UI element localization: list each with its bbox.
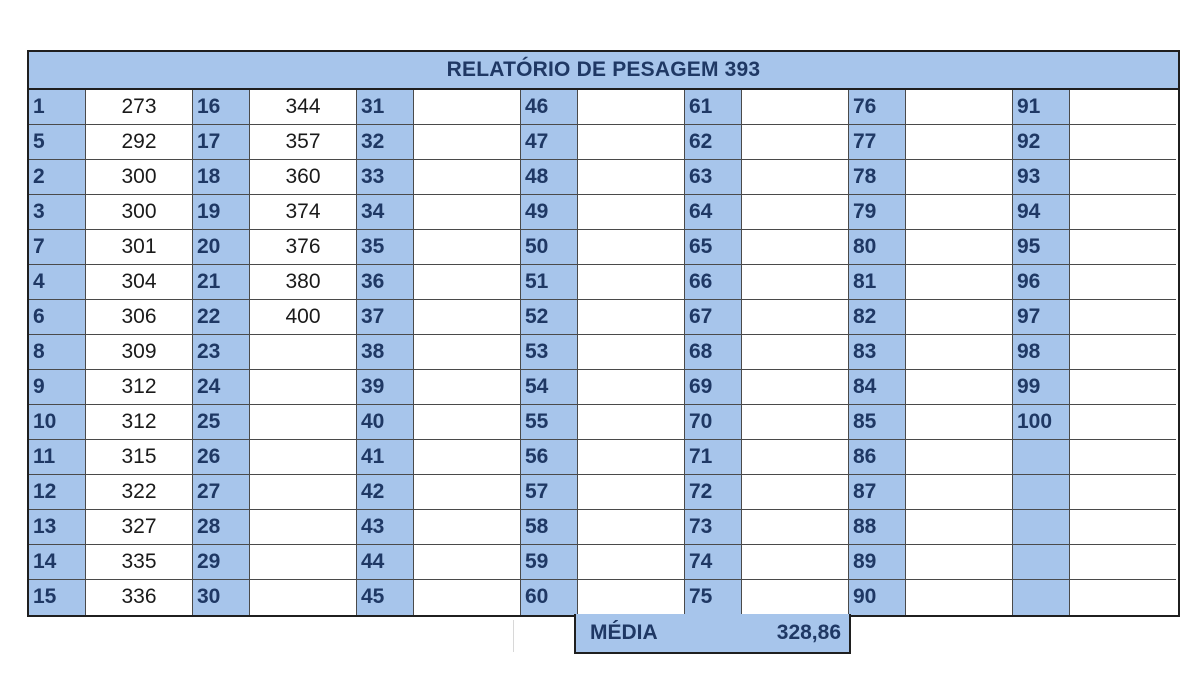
entry-weight	[578, 475, 685, 510]
entry-weight	[414, 475, 521, 510]
entry-number: 86	[849, 440, 906, 475]
entry-number: 17	[193, 125, 250, 160]
entry-number: 21	[193, 265, 250, 300]
average-box	[574, 614, 851, 654]
entry-number: 78	[849, 160, 906, 195]
entry-number: 83	[849, 335, 906, 370]
entry-weight	[1070, 545, 1176, 580]
entry-weight	[578, 300, 685, 335]
entry-number: 97	[1013, 300, 1070, 335]
entry-weight	[414, 545, 521, 580]
entry-number: 96	[1013, 265, 1070, 300]
entry-weight	[906, 335, 1013, 370]
entry-number: 43	[357, 510, 414, 545]
entry-number: 98	[1013, 335, 1070, 370]
entry-number: 28	[193, 510, 250, 545]
entry-weight	[414, 230, 521, 265]
entry-weight	[578, 405, 685, 440]
entry-weight	[414, 90, 521, 125]
entry-number: 20	[193, 230, 250, 265]
entry-number: 79	[849, 195, 906, 230]
entry-weight: 400	[250, 300, 357, 335]
entry-number: 14	[29, 545, 86, 580]
entry-weight	[742, 335, 849, 370]
entry-number: 51	[521, 265, 578, 300]
entry-number: 7	[29, 230, 86, 265]
entry-number: 55	[521, 405, 578, 440]
entry-weight	[906, 405, 1013, 440]
entry-weight: 376	[250, 230, 357, 265]
entry-number	[1013, 440, 1070, 475]
entry-number: 18	[193, 160, 250, 195]
entry-number: 88	[849, 510, 906, 545]
entry-weight	[906, 230, 1013, 265]
entry-weight: 360	[250, 160, 357, 195]
entry-weight	[250, 405, 357, 440]
entry-number: 25	[193, 405, 250, 440]
entry-weight	[250, 440, 357, 475]
entry-number: 100	[1013, 405, 1070, 440]
entry-number: 10	[29, 405, 86, 440]
entry-number: 66	[685, 265, 742, 300]
entry-number: 9	[29, 370, 86, 405]
entry-weight	[250, 580, 357, 615]
entry-number: 15	[29, 580, 86, 615]
entry-number: 92	[1013, 125, 1070, 160]
entry-number: 95	[1013, 230, 1070, 265]
entry-weight	[742, 300, 849, 335]
entry-number: 39	[357, 370, 414, 405]
entry-number: 24	[193, 370, 250, 405]
entry-weight	[1070, 160, 1176, 195]
entry-number: 56	[521, 440, 578, 475]
entry-weight	[578, 90, 685, 125]
entry-weight	[742, 545, 849, 580]
entry-number: 67	[685, 300, 742, 335]
entry-weight	[414, 405, 521, 440]
entry-weight	[742, 160, 849, 195]
entry-number: 33	[357, 160, 414, 195]
entry-number: 47	[521, 125, 578, 160]
entry-weight: 300	[86, 160, 193, 195]
entry-weight	[578, 370, 685, 405]
entry-weight	[578, 195, 685, 230]
entry-weight	[906, 265, 1013, 300]
entry-weight	[906, 125, 1013, 160]
entry-number: 27	[193, 475, 250, 510]
entry-weight: 315	[86, 440, 193, 475]
average-label: MÉDIA	[590, 621, 658, 644]
entry-weight: 357	[250, 125, 357, 160]
entry-number: 16	[193, 90, 250, 125]
entry-weight	[742, 580, 849, 615]
entry-number: 38	[357, 335, 414, 370]
entry-number: 70	[685, 405, 742, 440]
entry-number: 76	[849, 90, 906, 125]
entry-number: 90	[849, 580, 906, 615]
entry-weight	[414, 195, 521, 230]
entry-weight	[578, 545, 685, 580]
entry-weight	[578, 160, 685, 195]
entry-number: 1	[29, 90, 86, 125]
entry-number: 64	[685, 195, 742, 230]
entry-number: 31	[357, 90, 414, 125]
entry-weight	[1070, 335, 1176, 370]
entry-number: 26	[193, 440, 250, 475]
entry-number: 74	[685, 545, 742, 580]
entry-weight	[742, 265, 849, 300]
entry-weight	[906, 580, 1013, 615]
entry-number: 40	[357, 405, 414, 440]
entry-weight: 322	[86, 475, 193, 510]
entry-number: 41	[357, 440, 414, 475]
entry-number: 35	[357, 230, 414, 265]
entry-number: 89	[849, 545, 906, 580]
entry-weight	[1070, 125, 1176, 160]
entry-number: 68	[685, 335, 742, 370]
entry-weight: 312	[86, 405, 193, 440]
entry-number: 34	[357, 195, 414, 230]
entry-weight	[1070, 195, 1176, 230]
entry-number: 82	[849, 300, 906, 335]
entry-weight	[578, 510, 685, 545]
entry-number: 2	[29, 160, 86, 195]
entry-number: 57	[521, 475, 578, 510]
entry-number: 49	[521, 195, 578, 230]
entry-weight	[906, 545, 1013, 580]
report-title: RELATÓRIO DE PESAGEM 393	[29, 52, 1178, 90]
entry-weight	[414, 300, 521, 335]
entry-number: 48	[521, 160, 578, 195]
entry-number: 29	[193, 545, 250, 580]
entry-weight	[250, 475, 357, 510]
entry-number: 19	[193, 195, 250, 230]
entry-weight: 312	[86, 370, 193, 405]
entry-number: 99	[1013, 370, 1070, 405]
entry-weight	[414, 265, 521, 300]
entry-weight	[578, 265, 685, 300]
entry-weight: 292	[86, 125, 193, 160]
entry-weight: 306	[86, 300, 193, 335]
entry-weight	[1070, 440, 1176, 475]
entry-number: 58	[521, 510, 578, 545]
entry-number: 62	[685, 125, 742, 160]
entry-number: 23	[193, 335, 250, 370]
entry-number: 11	[29, 440, 86, 475]
entry-weight	[1070, 300, 1176, 335]
entry-number: 77	[849, 125, 906, 160]
entry-weight	[250, 335, 357, 370]
entry-number	[1013, 545, 1070, 580]
entry-number: 52	[521, 300, 578, 335]
average-value: 328,86	[776, 621, 841, 644]
entry-weight	[742, 405, 849, 440]
entry-number: 94	[1013, 195, 1070, 230]
entry-weight	[578, 335, 685, 370]
entry-number: 13	[29, 510, 86, 545]
entry-number: 4	[29, 265, 86, 300]
entry-weight	[1070, 475, 1176, 510]
entry-weight	[414, 370, 521, 405]
entry-number	[1013, 475, 1070, 510]
entry-number: 91	[1013, 90, 1070, 125]
entry-weight	[414, 510, 521, 545]
entry-number: 5	[29, 125, 86, 160]
entry-weight: 327	[86, 510, 193, 545]
entry-weight: 374	[250, 195, 357, 230]
entry-weight	[742, 475, 849, 510]
entry-weight	[578, 125, 685, 160]
entry-weight	[906, 510, 1013, 545]
entry-weight	[250, 510, 357, 545]
entry-number: 72	[685, 475, 742, 510]
entry-weight	[414, 125, 521, 160]
entry-weight	[906, 300, 1013, 335]
entry-number: 36	[357, 265, 414, 300]
entry-weight	[742, 370, 849, 405]
entry-weight: 309	[86, 335, 193, 370]
entry-number: 6	[29, 300, 86, 335]
entry-number: 53	[521, 335, 578, 370]
entry-weight: 344	[250, 90, 357, 125]
entry-weight	[1070, 580, 1176, 615]
entry-number: 3	[29, 195, 86, 230]
entry-weight	[742, 125, 849, 160]
entry-weight	[578, 440, 685, 475]
entry-number: 65	[685, 230, 742, 265]
entry-number: 46	[521, 90, 578, 125]
entry-number: 73	[685, 510, 742, 545]
entry-weight	[906, 195, 1013, 230]
entry-number: 61	[685, 90, 742, 125]
entry-weight: 335	[86, 545, 193, 580]
entry-weight: 380	[250, 265, 357, 300]
entry-weight	[906, 475, 1013, 510]
entry-number: 85	[849, 405, 906, 440]
weights-grid	[29, 90, 1178, 615]
entry-number: 54	[521, 370, 578, 405]
entry-weight	[250, 545, 357, 580]
entry-weight	[414, 580, 521, 615]
entry-number: 60	[521, 580, 578, 615]
entry-weight	[1070, 370, 1176, 405]
entry-number: 84	[849, 370, 906, 405]
entry-weight	[906, 90, 1013, 125]
entry-weight	[906, 440, 1013, 475]
entry-weight: 300	[86, 195, 193, 230]
entry-number: 69	[685, 370, 742, 405]
entry-number: 50	[521, 230, 578, 265]
entry-number: 59	[521, 545, 578, 580]
entry-weight	[906, 160, 1013, 195]
entry-number: 63	[685, 160, 742, 195]
entry-number: 45	[357, 580, 414, 615]
entry-weight	[1070, 90, 1176, 125]
entry-weight	[1070, 510, 1176, 545]
entry-weight	[742, 510, 849, 545]
entry-number: 22	[193, 300, 250, 335]
entry-weight: 273	[86, 90, 193, 125]
entry-number: 12	[29, 475, 86, 510]
entry-number: 8	[29, 335, 86, 370]
entry-weight	[578, 580, 685, 615]
entry-number: 81	[849, 265, 906, 300]
entry-weight	[742, 195, 849, 230]
weighing-report	[27, 50, 1180, 617]
entry-weight	[578, 230, 685, 265]
entry-number: 30	[193, 580, 250, 615]
entry-number: 37	[357, 300, 414, 335]
entry-weight: 301	[86, 230, 193, 265]
entry-weight	[414, 335, 521, 370]
entry-weight	[742, 440, 849, 475]
entry-number	[1013, 580, 1070, 615]
entry-weight	[742, 90, 849, 125]
entry-weight: 304	[86, 265, 193, 300]
entry-number: 80	[849, 230, 906, 265]
entry-number: 32	[357, 125, 414, 160]
entry-number: 93	[1013, 160, 1070, 195]
entry-number: 44	[357, 545, 414, 580]
divider	[513, 620, 514, 652]
entry-number: 42	[357, 475, 414, 510]
entry-weight	[1070, 265, 1176, 300]
entry-weight	[1070, 405, 1176, 440]
entry-number: 75	[685, 580, 742, 615]
entry-weight	[1070, 230, 1176, 265]
entry-number	[1013, 510, 1070, 545]
entry-weight	[250, 370, 357, 405]
entry-number: 71	[685, 440, 742, 475]
entry-weight	[742, 230, 849, 265]
entry-weight	[414, 160, 521, 195]
entry-weight: 336	[86, 580, 193, 615]
entry-number: 87	[849, 475, 906, 510]
entry-weight	[906, 370, 1013, 405]
entry-weight	[414, 440, 521, 475]
